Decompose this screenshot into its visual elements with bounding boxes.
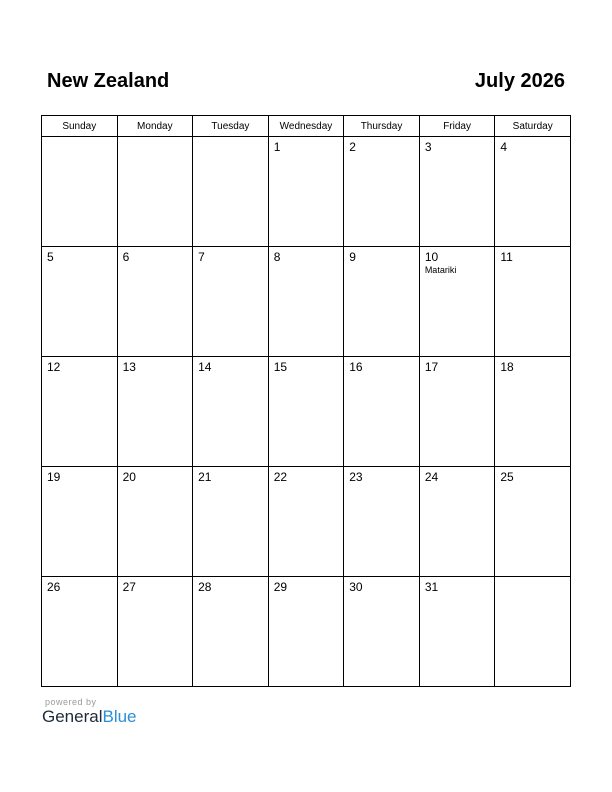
day-number: 9 (349, 250, 356, 264)
country-title: New Zealand (47, 70, 170, 92)
day-number: 4 (500, 140, 508, 154)
weekday-header-row (42, 116, 571, 137)
day-number: 2 (349, 140, 356, 154)
calendar-day-cell (495, 357, 571, 467)
calendar-day-cell (419, 467, 495, 577)
calendar-day-cell (419, 137, 495, 247)
calendar-day-cell (344, 467, 420, 577)
calendar-day-cell (193, 357, 269, 467)
weekday-saturday: Saturday (495, 116, 571, 137)
day-number (193, 137, 268, 141)
calendar-day-cell (193, 467, 269, 577)
weekday-friday: Friday (419, 116, 495, 137)
generalblue-logo (42, 697, 137, 726)
day-number: 16 (349, 360, 363, 374)
calendar-day-cell (42, 137, 118, 247)
powered-by-label: powered by (45, 697, 97, 707)
weekday-wednesday: Wednesday (268, 116, 344, 137)
calendar-day-cell (268, 247, 344, 357)
day-number: 6 (122, 250, 130, 264)
day-number: 15 (273, 360, 288, 374)
calendar-day-cell (268, 357, 344, 467)
day-number: 26 (47, 580, 61, 594)
day-number: 21 (198, 470, 212, 484)
day-number: 30 (349, 580, 363, 594)
day-number: 23 (349, 470, 363, 484)
brand-blue: Blue (102, 707, 137, 726)
calendar-header (47, 70, 565, 100)
day-number: 17 (424, 360, 439, 374)
month-title: July 2026 (474, 70, 565, 92)
calendar-day-cell (117, 247, 193, 357)
day-number: 10 (424, 250, 439, 264)
day-number (495, 577, 570, 581)
calendar-body (42, 137, 571, 687)
calendar-day-cell (268, 577, 344, 687)
calendar-week-row (42, 137, 571, 247)
calendar-day-cell (419, 247, 495, 357)
calendar-day-cell (117, 137, 193, 247)
day-number (118, 137, 193, 141)
calendar-day-cell (344, 357, 420, 467)
weekday-tuesday: Tuesday (193, 116, 269, 137)
calendar-day-cell (419, 357, 495, 467)
calendar-day-cell (193, 577, 269, 687)
day-number: 29 (273, 580, 288, 594)
calendar-day-cell (42, 577, 118, 687)
calendar-day-cell (495, 467, 571, 577)
calendar-grid (41, 115, 571, 687)
weekday-thursday: Thursday (344, 116, 420, 137)
calendar-day-cell (42, 357, 118, 467)
calendar-day-cell (495, 247, 571, 357)
day-number: 14 (198, 360, 212, 374)
calendar-day-cell (419, 577, 495, 687)
calendar-week-row (42, 357, 571, 467)
day-number: 8 (273, 250, 281, 264)
day-number: 18 (500, 360, 514, 374)
day-number: 12 (47, 360, 61, 374)
day-number: 20 (122, 470, 136, 484)
day-number: 22 (273, 470, 288, 484)
calendar-week-row (42, 247, 571, 357)
calendar-day-cell (42, 247, 118, 357)
calendar-day-cell (268, 467, 344, 577)
weekday-monday: Monday (117, 116, 193, 137)
day-number: 24 (424, 470, 439, 484)
calendar-week-row (42, 467, 571, 577)
day-number: 19 (47, 470, 61, 484)
day-number: 11 (500, 250, 513, 264)
calendar-day-cell (117, 467, 193, 577)
calendar-day-cell (344, 577, 420, 687)
calendar-day-cell (344, 137, 420, 247)
calendar-day-cell (42, 467, 118, 577)
day-number (42, 137, 117, 141)
calendar-day-cell (193, 247, 269, 357)
day-number: 25 (500, 470, 514, 484)
brand-general: General (42, 707, 103, 726)
day-number: 5 (47, 250, 54, 264)
day-number: 31 (424, 580, 439, 594)
day-number: 28 (198, 580, 212, 594)
calendar-day-cell (193, 137, 269, 247)
calendar-day-cell (117, 357, 193, 467)
calendar-day-cell (495, 137, 571, 247)
day-number: 1 (273, 140, 281, 154)
holiday-label: Matariki (424, 265, 457, 275)
weekday-sunday: Sunday (42, 116, 118, 137)
day-number: 27 (122, 580, 136, 594)
calendar-day-cell (268, 137, 344, 247)
day-number: 3 (424, 140, 432, 154)
calendar-day-cell (117, 577, 193, 687)
brand-name (42, 708, 137, 726)
day-number: 13 (122, 360, 136, 374)
calendar-day-cell (344, 247, 420, 357)
day-number: 7 (198, 250, 205, 264)
calendar-day-cell (495, 577, 571, 687)
calendar-week-row (42, 577, 571, 687)
